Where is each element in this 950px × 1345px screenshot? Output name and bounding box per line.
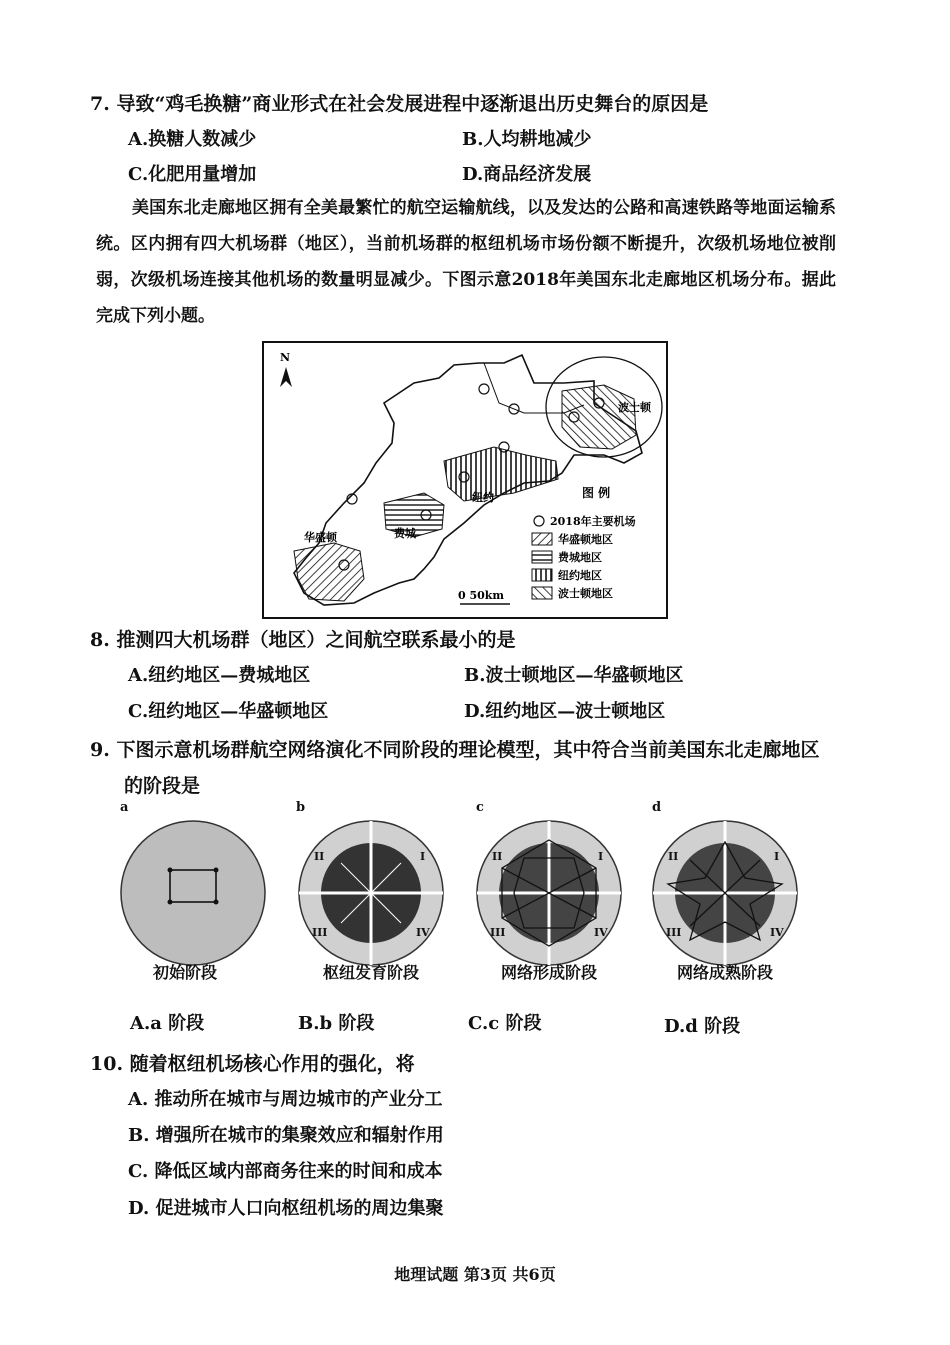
q9-option-a: A.a 阶段 (130, 1013, 205, 1034)
stage-c-label: 网络形成阶段 (500, 963, 597, 982)
map-svg (264, 343, 666, 617)
c-quadrant-iv: IV (594, 926, 608, 939)
b-quadrant-ii: II (314, 850, 325, 863)
stage-b-label: 枢纽发育阶段 (322, 963, 419, 982)
q10-option-c: C. 降低区域内部商务往来的时间和成本 (128, 1161, 443, 1182)
q10-option-d: D. 促进城市人口向枢纽机场的周边集聚 (128, 1198, 444, 1219)
north-label: N (280, 351, 291, 364)
q8-option-d: D.纽约地区—波士顿地区 (464, 701, 666, 722)
c-quadrant-ii: II (492, 850, 503, 863)
q9-option-b: B.b 阶段 (298, 1013, 375, 1034)
scale-label: 0 50km (458, 589, 505, 602)
stage-d-label: 网络成熟阶段 (676, 963, 773, 982)
intro-passage: 美国东北走廊地区拥有全美最繁忙的航空运输航线，以及发达的公路和高速铁路等地面运输系统。区内拥有四大机场群（地区），当前机场群的枢纽机场市场份额不断提升，次级机场地位被削弱，次级机场连接其他机场的数量明显减少。下图示意2018年美国东北走廊地区机场分布。据此完成下列小题。 (96, 198, 836, 326)
q9-stem: 9. 下图示意机场群航空网络演化不同阶段的理论模型，其中符合当前美国东北走廊地区 (90, 739, 820, 761)
legend-philadelphia-swatch (532, 551, 552, 563)
diagram-d (650, 818, 800, 968)
c-quadrant-iii: III (490, 926, 506, 939)
north-arrow-icon (280, 367, 292, 387)
legend-boston: 波士顿地区 (558, 587, 613, 600)
legend-philadelphia: 费城地区 (558, 551, 602, 564)
q9-option-d: D.d 阶段 (664, 1016, 741, 1037)
legend-title: 图 例 (582, 486, 611, 500)
newyork-region (444, 447, 558, 501)
page-footer: 地理试题 第3页 共6页 (394, 1265, 556, 1284)
stage-a-label: 初始阶段 (152, 963, 217, 982)
q7-option-d: D.商品经济发展 (462, 164, 592, 185)
q7-option-c: C.化肥用量增加 (128, 164, 257, 185)
diagram-b-letter: b (296, 800, 306, 815)
c-quadrant-i: I (598, 850, 604, 863)
q10-option-b: B. 增强所在城市的集聚效应和辐射作用 (128, 1125, 444, 1146)
legend-washington: 华盛顿地区 (558, 533, 613, 546)
q7-option-b: B.人均耕地减少 (462, 129, 592, 150)
q7-option-a: A.换糖人数减少 (128, 129, 257, 150)
d-quadrant-ii: II (668, 850, 679, 863)
d-quadrant-iv: IV (770, 926, 784, 939)
q7-stem: 7. 导致“鸡毛换糖”商业形式在社会发展进程中逐渐退出历史舞台的原因是 (90, 93, 709, 115)
label-washington: 华盛顿 (304, 531, 337, 544)
airport-map (262, 341, 668, 619)
q9-option-c: C.c 阶段 (468, 1013, 542, 1034)
q10-stem: 10. 随着枢纽机场核心作用的强化，将 (90, 1053, 415, 1075)
q10-option-a: A. 推动所在城市与周边城市的产业分工 (128, 1089, 443, 1110)
diagram-b (296, 818, 446, 968)
diagram-c-letter: c (476, 800, 484, 815)
q8-option-a: A.纽约地区—费城地区 (128, 665, 311, 686)
label-newyork: 纽约 (472, 491, 494, 504)
b-quadrant-iv: IV (416, 926, 430, 939)
q8-option-b: B.波士顿地区—华盛顿地区 (464, 665, 684, 686)
diagram-d-letter: d (652, 800, 662, 815)
legend-washington-swatch (532, 533, 552, 545)
q8-option-c: C.纽约地区—华盛顿地区 (128, 701, 329, 722)
diagram-a (118, 818, 268, 968)
diagram-a-letter: a (120, 800, 129, 815)
label-philadelphia: 费城 (394, 527, 416, 540)
d-quadrant-i: I (774, 850, 780, 863)
q9-stem-line2: 的阶段是 (124, 775, 201, 797)
legend-newyork-swatch (532, 569, 552, 581)
d-quadrant-iii: III (666, 926, 682, 939)
q8-stem: 8. 推测四大机场群（地区）之间航空联系最小的是 (90, 629, 516, 651)
legend-airport: 2018年主要机场 (550, 515, 636, 528)
label-boston: 波士顿 (618, 401, 651, 414)
diagram-c (474, 818, 624, 968)
b-quadrant-i: I (420, 850, 426, 863)
legend-boston-swatch (532, 587, 552, 599)
legend-newyork: 纽约地区 (558, 569, 602, 582)
b-quadrant-iii: III (312, 926, 328, 939)
legend-airport-icon (534, 516, 544, 526)
boston-region (562, 385, 636, 449)
